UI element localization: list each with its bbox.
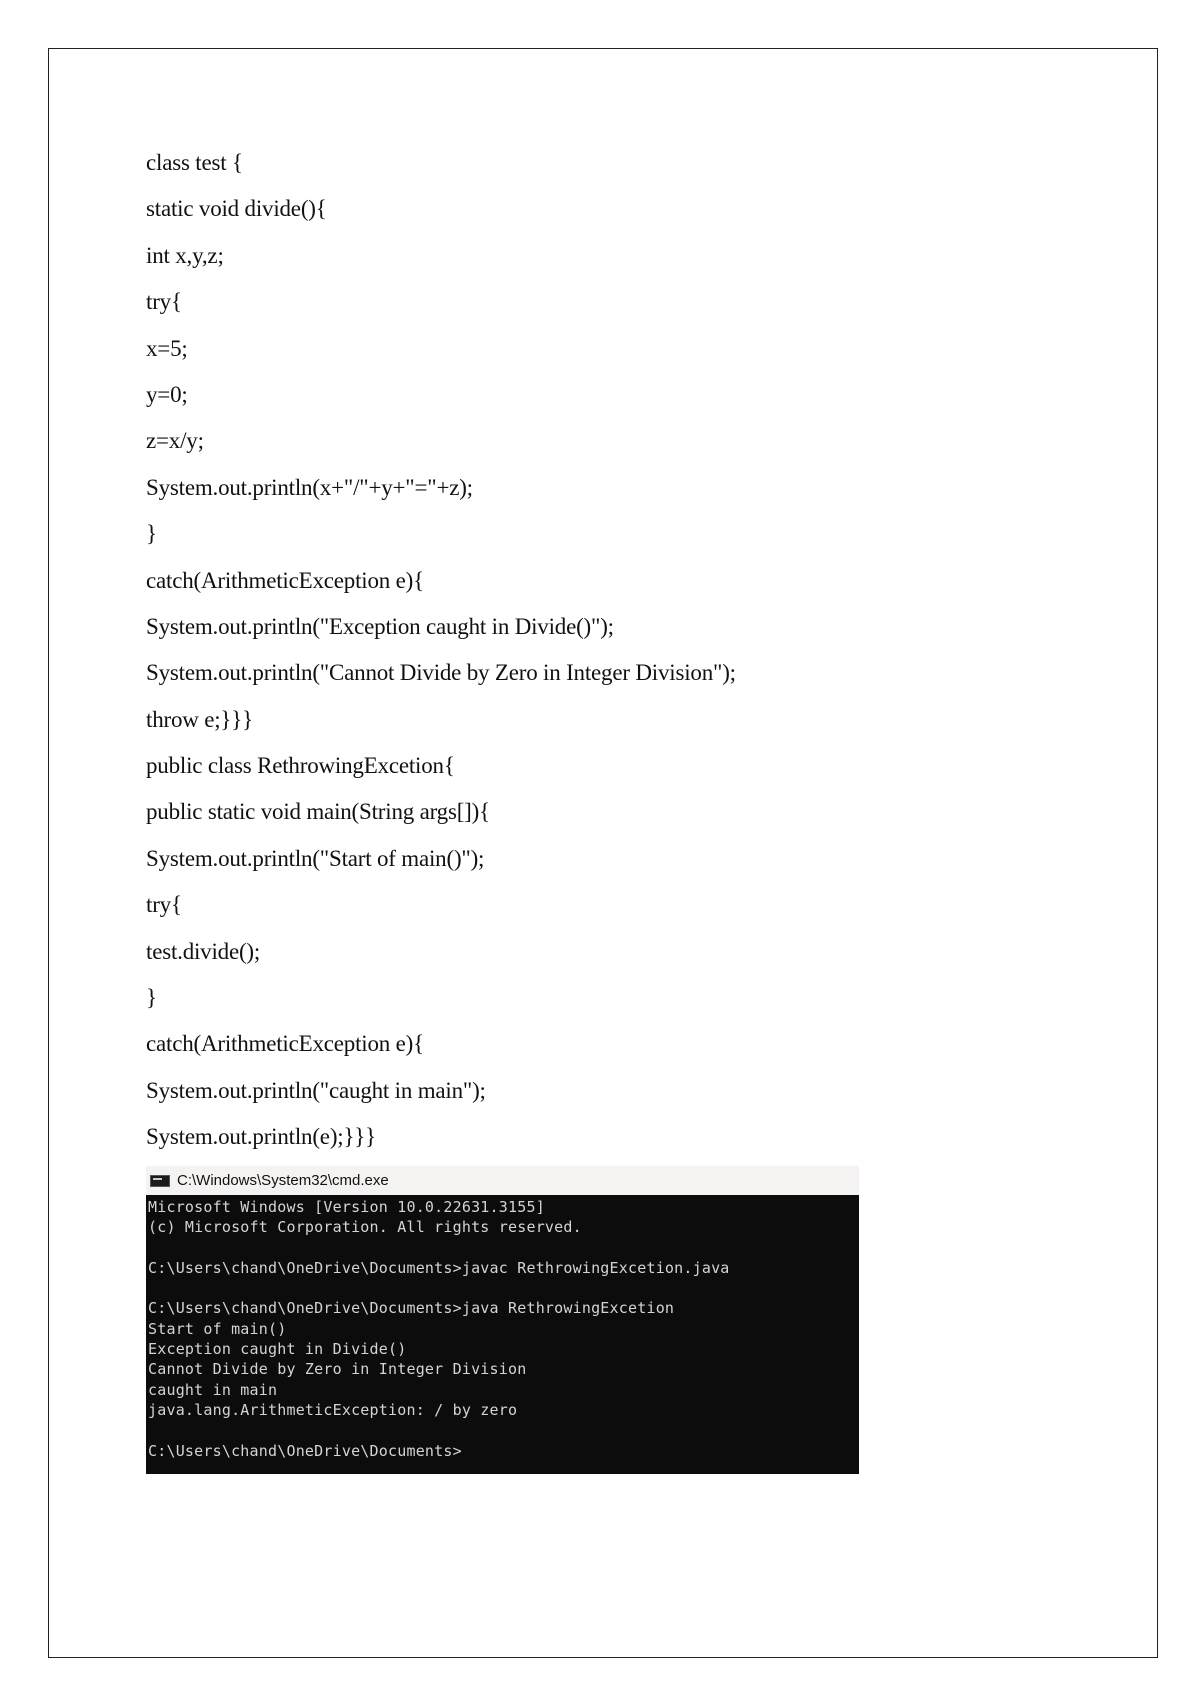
code-line: System.out.println("Exception caught in Divide()"); [146, 613, 614, 639]
code-line: int x,y,z; [146, 242, 224, 268]
terminal-line: caught in main [148, 1380, 278, 1399]
code-line: throw e;}}} [146, 706, 253, 732]
code-line: y=0; [146, 381, 188, 407]
code-line: System.out.println("Cannot Divide by Zero in Integer Division"); [146, 660, 736, 686]
code-line: public class RethrowingExcetion{ [146, 753, 455, 779]
code-line: System.out.println("Start of main()"); [146, 845, 485, 871]
terminal-line: Exception caught in Divide() [148, 1340, 407, 1359]
code-line: try{ [146, 289, 182, 315]
terminal-title: C:\Windows\System32\cmd.exe [177, 1172, 389, 1189]
code-block [146, 140, 1046, 1161]
terminal-line: C:\Users\chand\OneDrive\Documents>javac RethrowingExcetion.java [148, 1258, 730, 1277]
code-line: z=x/y; [146, 428, 204, 454]
terminal-line: java.lang.ArithmeticException: / by zero [148, 1400, 518, 1419]
code-line: class test { [146, 150, 243, 175]
code-line: } [146, 985, 157, 1011]
code-line: System.out.println(e);}}} [146, 1124, 376, 1150]
code-line: public static void main(String args[]){ [146, 799, 490, 825]
terminal-line [148, 1278, 859, 1298]
code-line: x=5; [146, 335, 188, 361]
code-line: System.out.println("caught in main"); [146, 1077, 486, 1103]
terminal-line: C:\Users\chand\OneDrive\Documents> [148, 1441, 462, 1460]
code-line: test.divide(); [146, 938, 261, 964]
terminal-screenshot [146, 1166, 859, 1474]
terminal-icon [150, 1175, 170, 1187]
terminal-line [148, 1238, 859, 1258]
terminal-line: Start of main() [148, 1319, 287, 1338]
code-line: } [146, 521, 157, 547]
terminal-titlebar [146, 1166, 859, 1195]
terminal-output [146, 1195, 859, 1461]
code-line: try{ [146, 892, 182, 918]
terminal-line [148, 1420, 859, 1440]
terminal-line: C:\Users\chand\OneDrive\Documents>java RethrowingExcetion [148, 1299, 675, 1318]
terminal-line: Cannot Divide by Zero in Integer Division [148, 1360, 527, 1379]
code-line: catch(ArithmeticException e){ [146, 567, 424, 593]
code-line: catch(ArithmeticException e){ [146, 1031, 424, 1057]
code-line: System.out.println(x+"/"+y+"="+z); [146, 474, 473, 500]
terminal-line: Microsoft Windows [Version 10.0.22631.3155] [148, 1198, 545, 1216]
code-line: static void divide(){ [146, 196, 327, 222]
terminal-line: (c) Microsoft Corporation. All rights reserved. [148, 1218, 582, 1237]
